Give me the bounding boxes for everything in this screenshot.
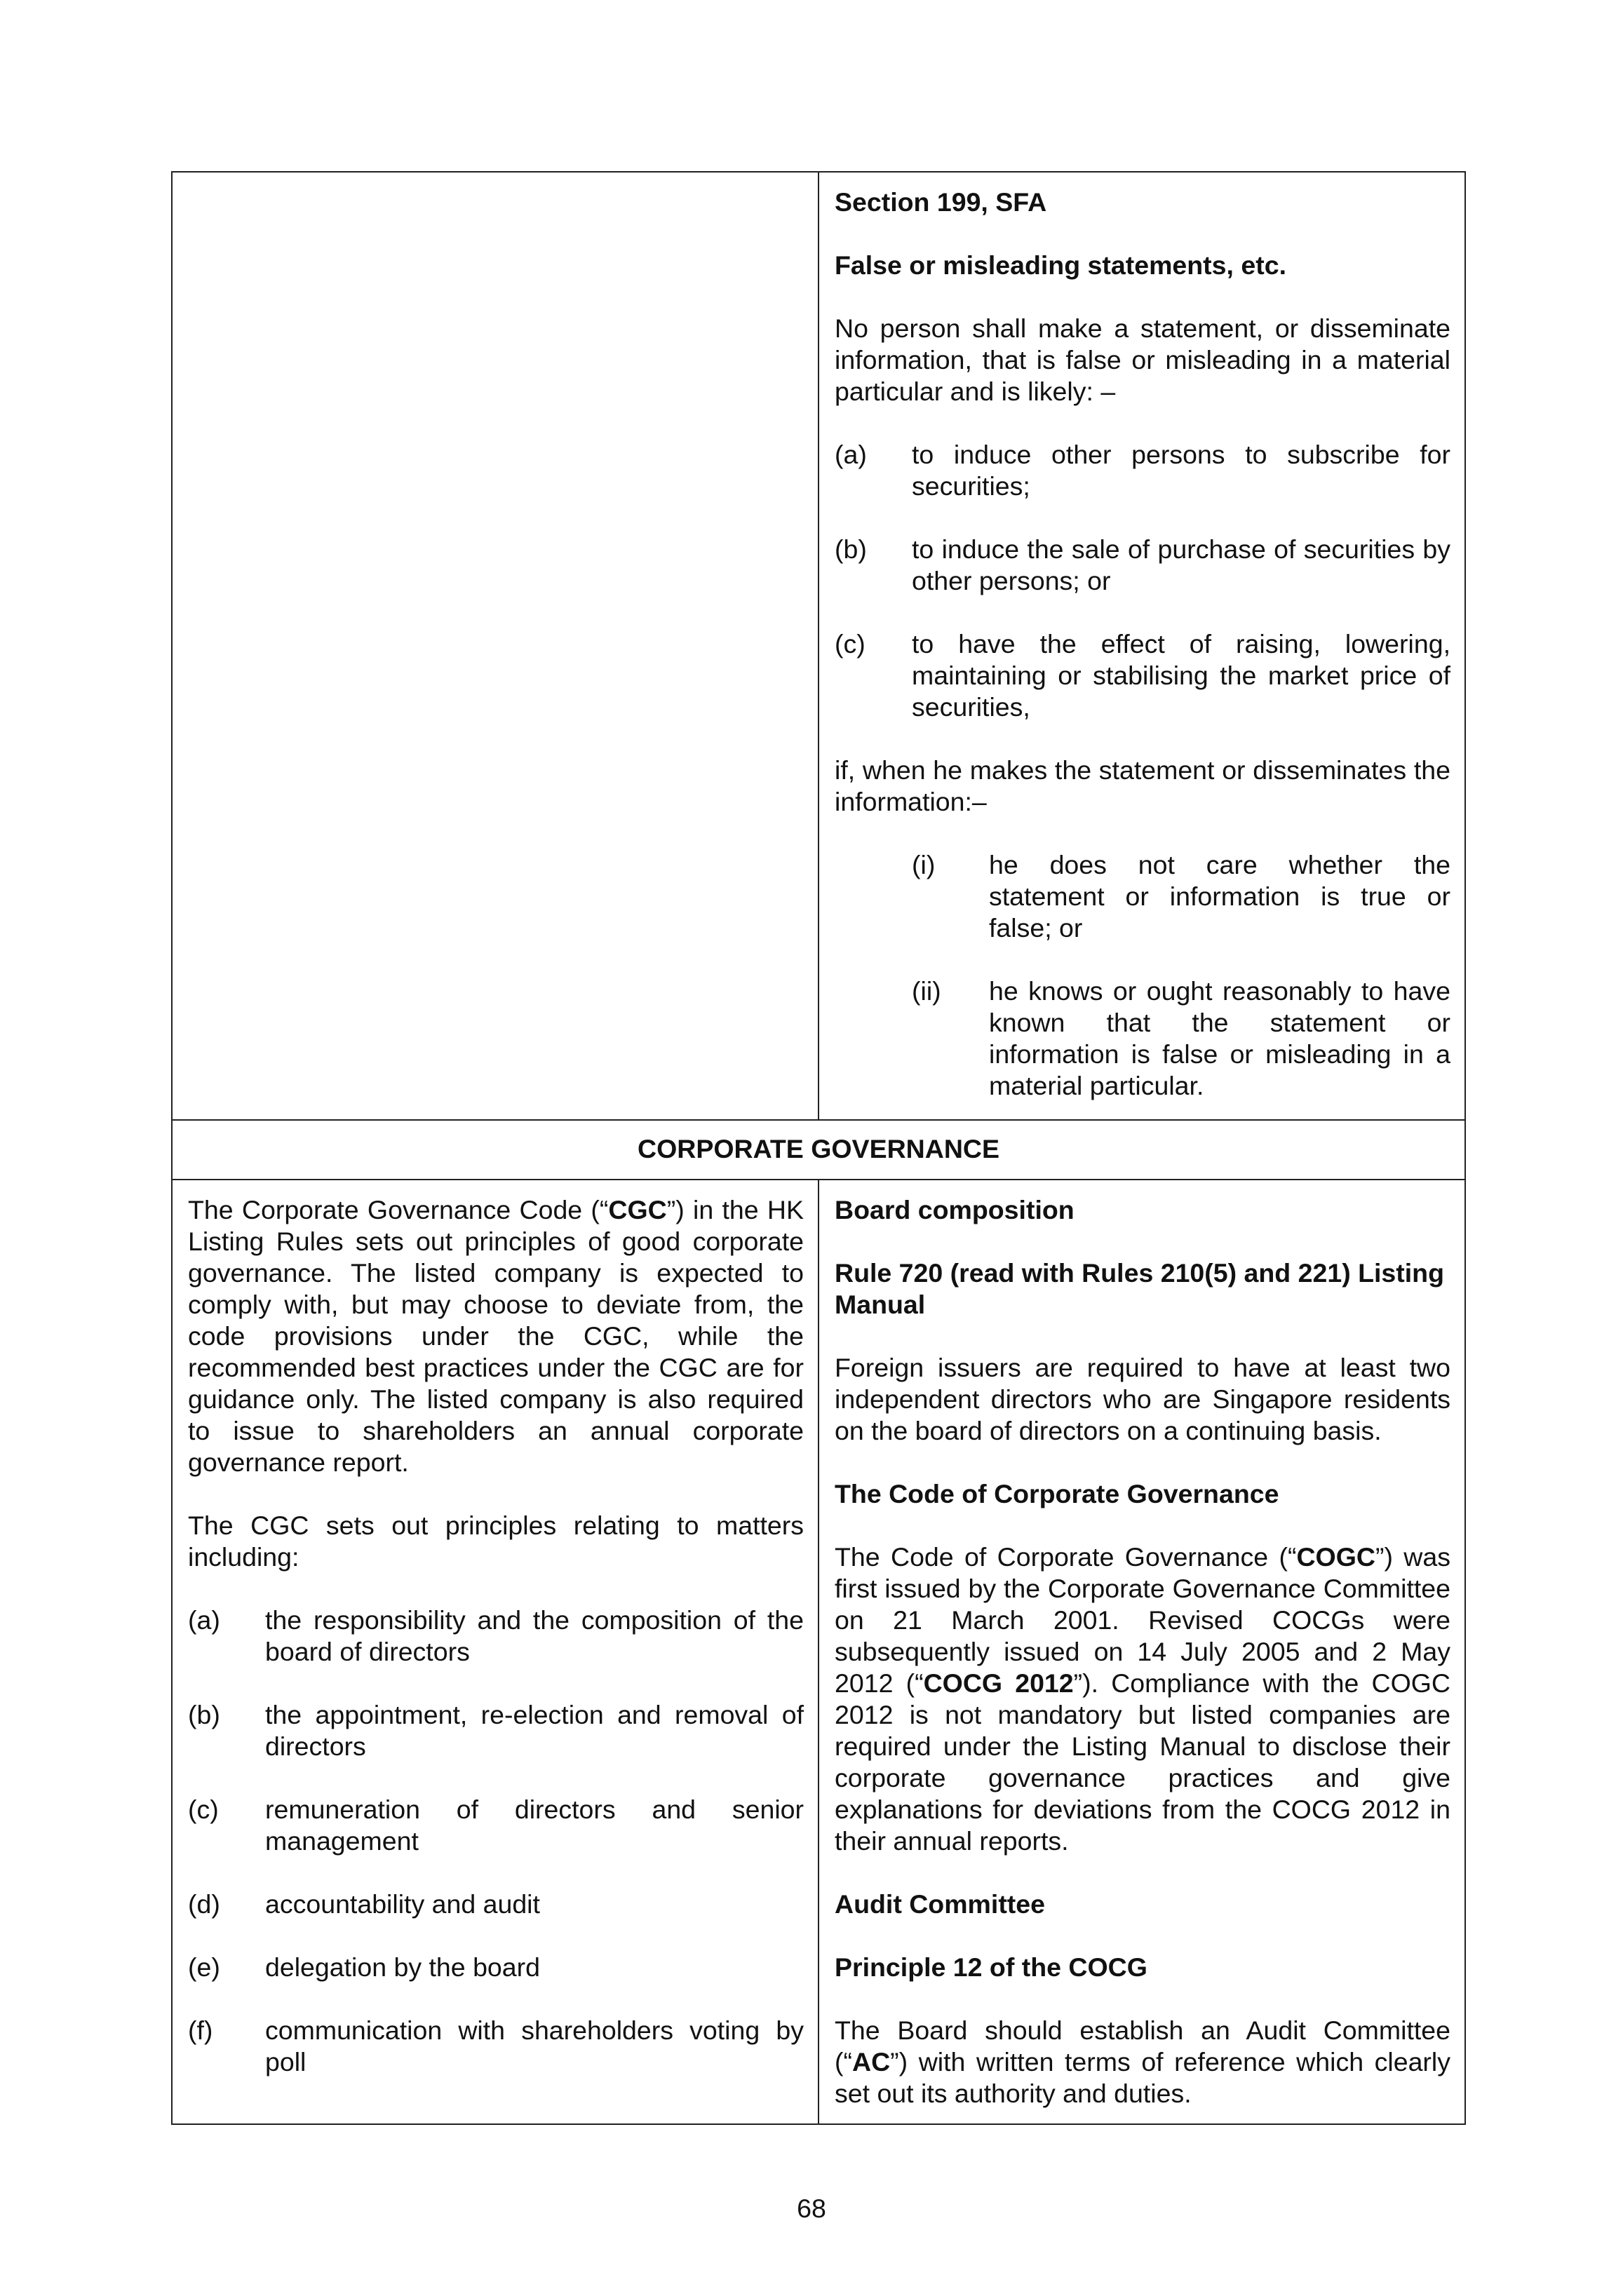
list-item-label: (e) [188,1952,220,1982]
rule-720-heading: Rule 720 (read with Rules 210(5) and 221) Listing Manual [835,1258,1445,1319]
text-run: ”) in the HK Listing Rules sets out principles of good corporate governance. The listed company is expected to comply with, but may choose to deviate from, the code provisions under the CGC, while the recommended best practices under the CGC are for guidance only. The listed company is also required to issue to shareholders an annual corporate governance report. [188,1195,804,1477]
intro-paragraph: No person shall make a statement, or disseminate information, that is false or misleading in a material particular and is likely: – [835,313,1450,406]
list-item-text: communication with shareholders voting by poll [265,2015,804,2076]
text-run: The Code of Corporate Governance (“ [835,1542,1297,1572]
sub-list-item [912,849,1450,944]
text-run: The Corporate Governance Code (“ [188,1195,609,1224]
list-item-label: (a) [835,440,867,469]
principles-paragraph: The CGC sets out principles relating to matters including: [188,1511,804,1572]
text-run: ”) was first issued by the Corporate Governance Committee on 21 March 2001. Revised COCGs were subsequently issued on 14 July 2005 and 2 May 2012 (“ [835,1542,1450,1698]
list-item [188,1794,804,1857]
audit-committee-paragraph [835,2015,1450,2109]
hk-cgc-cell [172,1180,819,2124]
list-item-label: (a) [188,1605,220,1635]
list-item-label: (c) [188,1795,219,1824]
section-heading: Section 199, SFA [835,187,1047,217]
list-item-text: the responsibility and the composition of the board of directors [265,1605,804,1666]
list-item-text: the appointment, re-election and removal of directors [265,1700,804,1761]
defined-term: COCG 2012 [923,1668,1074,1698]
text-run: ”) with written terms of reference which clearly set out its authority and duties. [835,2047,1450,2108]
list-item-label: (b) [188,1700,220,1729]
condition-paragraph: if, when he makes the statement or disseminates the information:– [835,755,1450,816]
list-item-text: accountability and audit [265,1889,540,1919]
text-run: The Board should establish an Audit Committee (“ [835,2015,1450,2076]
principle-12-heading: Principle 12 of the COCG [835,1952,1147,1982]
cocg-paragraph [835,1541,1450,1857]
sub-list-item-text: he knows or ought reasonably to have known that the statement or information is false or misleading in a material particular. [989,976,1450,1100]
table-row [172,1180,1465,2124]
sub-list-item [912,975,1450,1102]
defined-term: CGC [608,1195,667,1224]
foreign-issuers-paragraph: Foreign issuers are required to have at least two independent directors who are Singapore residents on the board of directors on a continuing basis. [835,1353,1450,1445]
list-item [188,2015,804,2078]
list-item-text: remuneration of directors and senior management [265,1795,804,1856]
table-row [172,1120,1465,1180]
list-item-label: (d) [188,1889,220,1919]
code-heading: The Code of Corporate Governance [835,1479,1279,1508]
list-item-text: to induce other persons to subscribe for securities; [912,440,1450,501]
sub-list-item-label: (ii) [912,976,941,1006]
comparison-table [171,171,1466,2125]
text-run: ”). Compliance with the COGC 2012 is not mandatory but listed companies are required under the Listing Manual to disclose their corporate governance practices and give explanations for deviations from the COCG 2012 in their annual reports. [835,1668,1451,1856]
list-item-label: (b) [835,534,867,564]
sub-list-item-label: (i) [912,850,936,879]
sg-governance-cell [819,1180,1465,2124]
list-item-text: delegation by the board [265,1952,540,1982]
list-item [188,1889,804,1920]
board-composition-heading: Board composition [835,1195,1075,1224]
list-item [835,534,1450,597]
cgc-paragraph [188,1194,804,1478]
sfa-section-cell [819,172,1465,1120]
list-item-label: (c) [835,629,866,659]
defined-term: COGC [1296,1542,1375,1572]
list-item [188,1699,804,1762]
list-item [188,1952,804,1983]
section-subheading: False or misleading statements, etc. [835,250,1286,280]
list-item [835,439,1450,502]
audit-committee-heading: Audit Committee [835,1889,1045,1919]
list-item [188,1605,804,1668]
defined-term: AC [851,2047,891,2076]
empty-left-cell [172,172,819,1120]
list-item-text: to have the effect of raising, lowering, maintaining or stabilising the market price of securities, [912,629,1450,722]
list-item-label: (f) [188,2015,213,2045]
section-header: CORPORATE GOVERNANCE [172,1120,1465,1180]
page-number: 68 [797,2194,826,2223]
list-item [835,628,1450,723]
list-item-text: to induce the sale of purchase of securities by other persons; or [912,534,1450,595]
sub-list-item-text: he does not care whether the statement or information is true or false; or [989,850,1450,943]
table-row [172,172,1465,1120]
